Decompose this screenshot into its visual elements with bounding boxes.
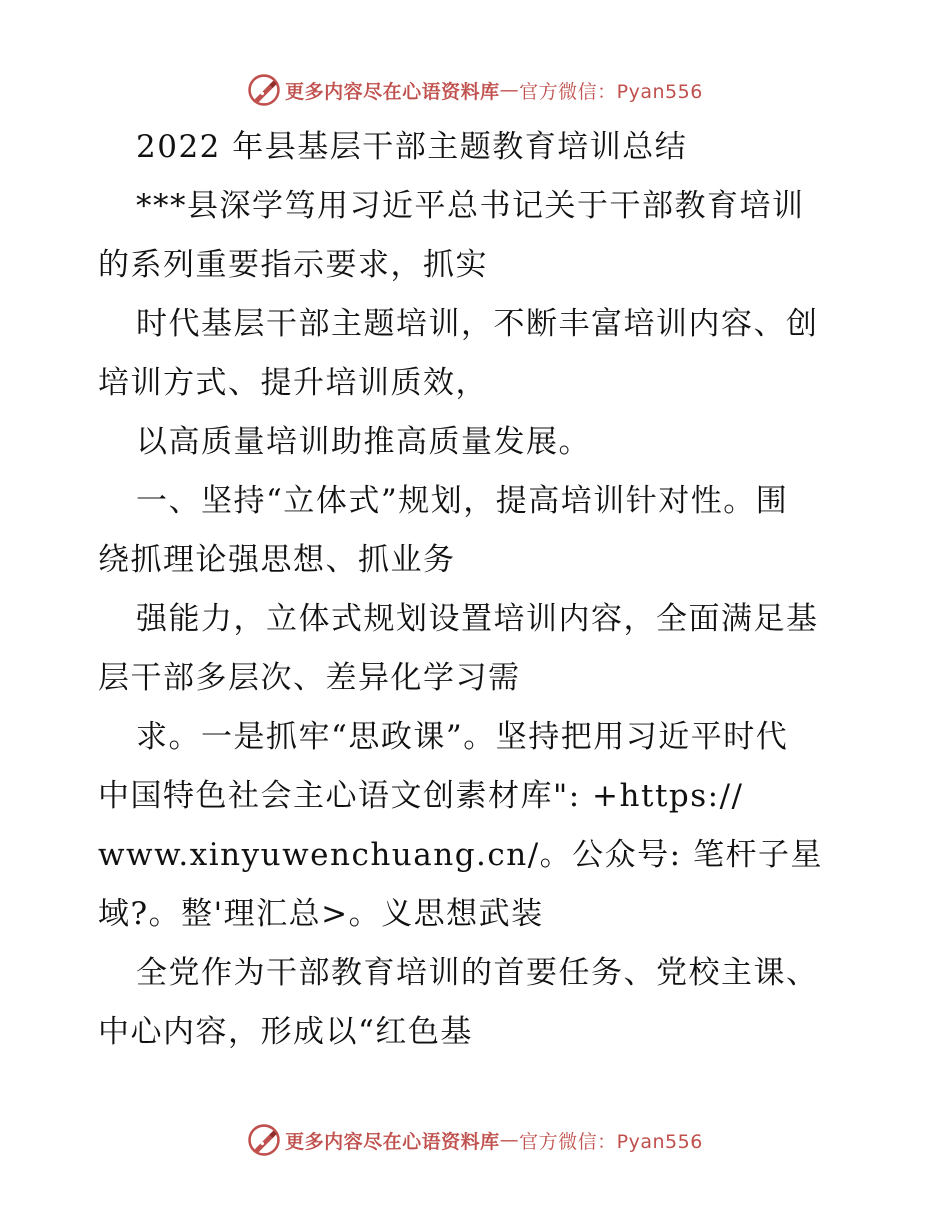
paragraph-line: 中心内容，形成以“红色基 [98, 1014, 473, 1050]
paragraph-line: 以高质量培训助推高质量发展。 [136, 424, 591, 460]
pen-nib-logo-icon [247, 1123, 281, 1157]
pen-nib-logo-icon [247, 73, 281, 107]
paragraph-line: 求。一是抓牢“思政课”。坚持把用习近平时代 [136, 719, 789, 755]
banner-wechat-text: 官方微信：Pyan556 [519, 80, 703, 103]
paragraph-line: 域?。整'理汇总>。义思想武装 [98, 896, 544, 932]
paragraph-line: 时代基层干部主题培训，不断丰富培训内容、创 [136, 306, 819, 342]
paragraph-line: 绕抓理论强思想、抓业务 [98, 542, 456, 578]
document-title: 2022 年县基层干部主题教育培训总结 [136, 129, 688, 165]
paragraph-line: 中国特色社会主心语文创素材库": +https:// [98, 778, 744, 814]
section-heading-line: 一、坚持“立体式”规划，提高培训针对性。围 [136, 483, 789, 519]
banner-separator: — [499, 79, 520, 101]
document-body [98, 118, 858, 1062]
paragraph-line: 的系列重要指示要求，抓实 [98, 247, 488, 283]
paragraph-line: 层干部多层次、差异化学习需 [98, 660, 521, 696]
paragraph-line: 强能力，立体式规划设置培训内容，全面满足基 [136, 601, 819, 637]
banner-main-text: 更多内容尽在心语资料库 [285, 80, 500, 103]
paragraph-line: 全党作为干部教育培训的首要任务、党校主课、 [136, 955, 819, 991]
banner-main-text: 更多内容尽在心语资料库 [285, 1130, 500, 1153]
footer-banner [0, 1120, 950, 1160]
paragraph-line: 培训方式、提升培训质效， [98, 365, 488, 401]
banner-separator: — [499, 1129, 520, 1151]
header-banner [0, 70, 950, 110]
banner-wechat-text: 官方微信：Pyan556 [519, 1130, 703, 1153]
paragraph-line: www.xinyuwenchuang.cn/。公众号: 笔杆子星 [98, 837, 823, 873]
paragraph-line: ***县深学笃用习近平总书记关于干部教育培训 [136, 188, 805, 224]
